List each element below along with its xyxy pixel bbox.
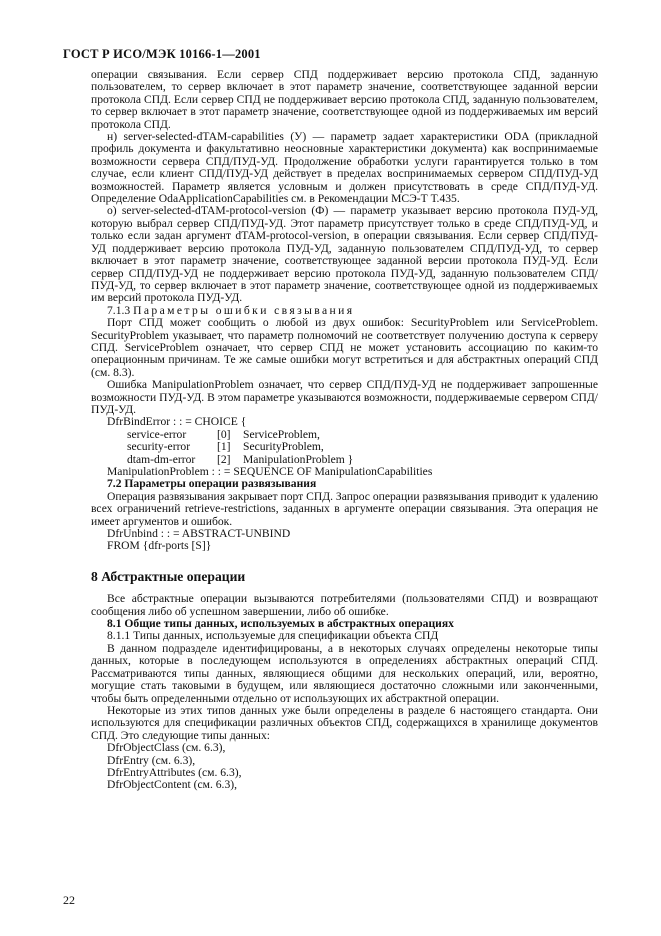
- code-tag: [1]: [217, 440, 231, 454]
- section-title: Параметры ошибки связывания: [133, 303, 355, 317]
- code-type: SecurityProblem,: [243, 440, 324, 454]
- code-line: ManipulationProblem : : = SEQUENCE OF ManipulationCapabilities: [107, 465, 433, 478]
- code-tag: [2]: [217, 452, 231, 466]
- code-type: ServiceProblem,: [243, 427, 320, 441]
- document-header: ГОСТ Р ИСО/МЭК 10166-1—2001: [63, 47, 261, 61]
- paragraph: Порт СПД может сообщить о любой из двух ошибок: SecurityProblem или ServiceProblem. SecurityProblem указывает, что параметр полномочий не соответствует получению доступа к серверу СПД. ServiceProblem означает, что сервер СПД не может установить ассоциацию по каким-то операционным причинам. Те же самые ошибки могут встретиться и для абстрактных операций СПД (см. 8.3).: [91, 316, 598, 379]
- section-heading-7-2: 7.2 Параметры операции развязывания: [107, 477, 317, 491]
- code-field: security-error: [127, 440, 191, 454]
- code-line: FROM {dfr-ports [S]}: [107, 539, 212, 553]
- paragraph: о) server-selected-dTAM-protocol-version (Ф) — параметр указывает версию протокола ПУД-УД, которую выбрал сервер СПД/ПУД-УД. Этот параметр присутствует только в среде СПД/ПУД-УД, и только если задан аргумент dTAM-protocol-version, в операции связывания. Если сервер СПД/ПУД-УД поддерживает версию протокола ПУД-УД, заданную пользователем СПД/ПУД-УД, то сервер включает в этот параметр значение, соответствующее заданной версии протокола ПУД-УД. Если сервер СПД/ПУД-УД не поддерживает версию протокола ПУД-УД, заданную пользователем СПД/ПУД-УД, то сервер включает в этот параметр значение, соответствующее одной из поддерживаемых им версий протокола ПУД-УД.: [91, 204, 598, 305]
- code-line: DfrBindError : : = CHOICE {: [107, 415, 247, 429]
- page-number: 22: [63, 893, 75, 907]
- code-type: ManipulationProblem }: [243, 452, 354, 466]
- list-item: DfrObjectContent (см. 6.3),: [107, 778, 237, 792]
- section-number: 7.1.3: [107, 303, 131, 317]
- paragraph: операции связывания. Если сервер СПД поддерживает версию протокола СПД, заданную пользователем, то сервер включает в этот параметр значение, соответствующее заданной версии протокола СПД. Если сервер СПД не поддерживает версию протокола СПД, заданную пользователем, то сервер включает в этот параметр значение, соответствующее одной из поддерживаемых им версий протокола СПД.: [91, 68, 598, 131]
- code-field: dtam-dm-error: [127, 452, 196, 466]
- code-tag: [0]: [217, 427, 231, 441]
- paragraph: Некоторые из этих типов данных уже были определены в разделе 6 настоящего стандарта. Они используются для спецификации различных объектов СПД, содержащихся в хранилище документов СПД. Это следующие типы данных:: [91, 703, 598, 742]
- section-heading-8-1: 8.1 Общие типы данных, используемых в абстрактных операциях: [107, 617, 454, 631]
- paragraph: Ошибка ManipulationProblem означает, что сервер СПД/ПУД-УД не поддерживает запрошенные возможности ПУД-УД. В этом параметре указываются возможности, поддерживаемые сервером СПД/ПУД-УД.: [91, 378, 598, 416]
- code-field: service-error: [127, 427, 187, 441]
- section-heading-8: 8 Абстрактные операции: [91, 568, 246, 584]
- paragraph: Операция развязывания закрывает порт СПД. Запрос операции развязывания приводит к удалению всех ограничений retrieve-restrictions, заданных в аргументе операции связывания. Эта операция не имеет аргументов и ошибок.: [91, 489, 598, 528]
- paragraph: В данном подразделе идентифицированы, а в некоторых случаях определены некоторые типы данных, которые в последующем используются в определениях абстрактных операций СПД. Рассматриваются типы данных, являющиеся общими для нескольких операций, или, вероятно, могущие стать таковыми в будущем, или являющиеся достаточно сложными или законченными, чтобы быть определенными отдельно от использующих их абстрактной операции.: [91, 641, 598, 705]
- list-item: DfrEntry (см. 6.3),: [107, 753, 196, 767]
- list-item: DfrEntryAttributes (см. 6.3),: [107, 765, 242, 779]
- paragraph: н) server-selected-dTAM-capabilities (У) — параметр задает характеристики ODA (прикладной профиль документа и факультативно неосновные характеристики документа) как воспринимаемые возможности сервера СПД/ПУД-УД. Продолжение обработки услуги гарантируется только в том случае, если клиент СПД/ПУД-УД действует в пределах воспринимаемых сервером СПД/ПУД-УД возможностей. Параметр является условным и должен присутствовать в среде СПД/ПУД-УД. Определение OdaApplicationCapabilities см. в Рекомендации МСЭ-Т Т.435.: [91, 130, 598, 206]
- section-heading-8-1-1: 8.1.1 Типы данных, используемые для спецификации объекта СПД: [107, 629, 439, 643]
- code-line: DfrUnbind : : = ABSTRACT-UNBIND: [107, 527, 291, 541]
- paragraph: Все абстрактные операции вызываются потребителями (пользователями СПД) и возвращают сообщения либо об успешном завершении, либо об ошибке.: [91, 592, 598, 618]
- page-content: [91, 69, 598, 792]
- list-item: DfrObjectClass (см. 6.3),: [107, 741, 226, 755]
